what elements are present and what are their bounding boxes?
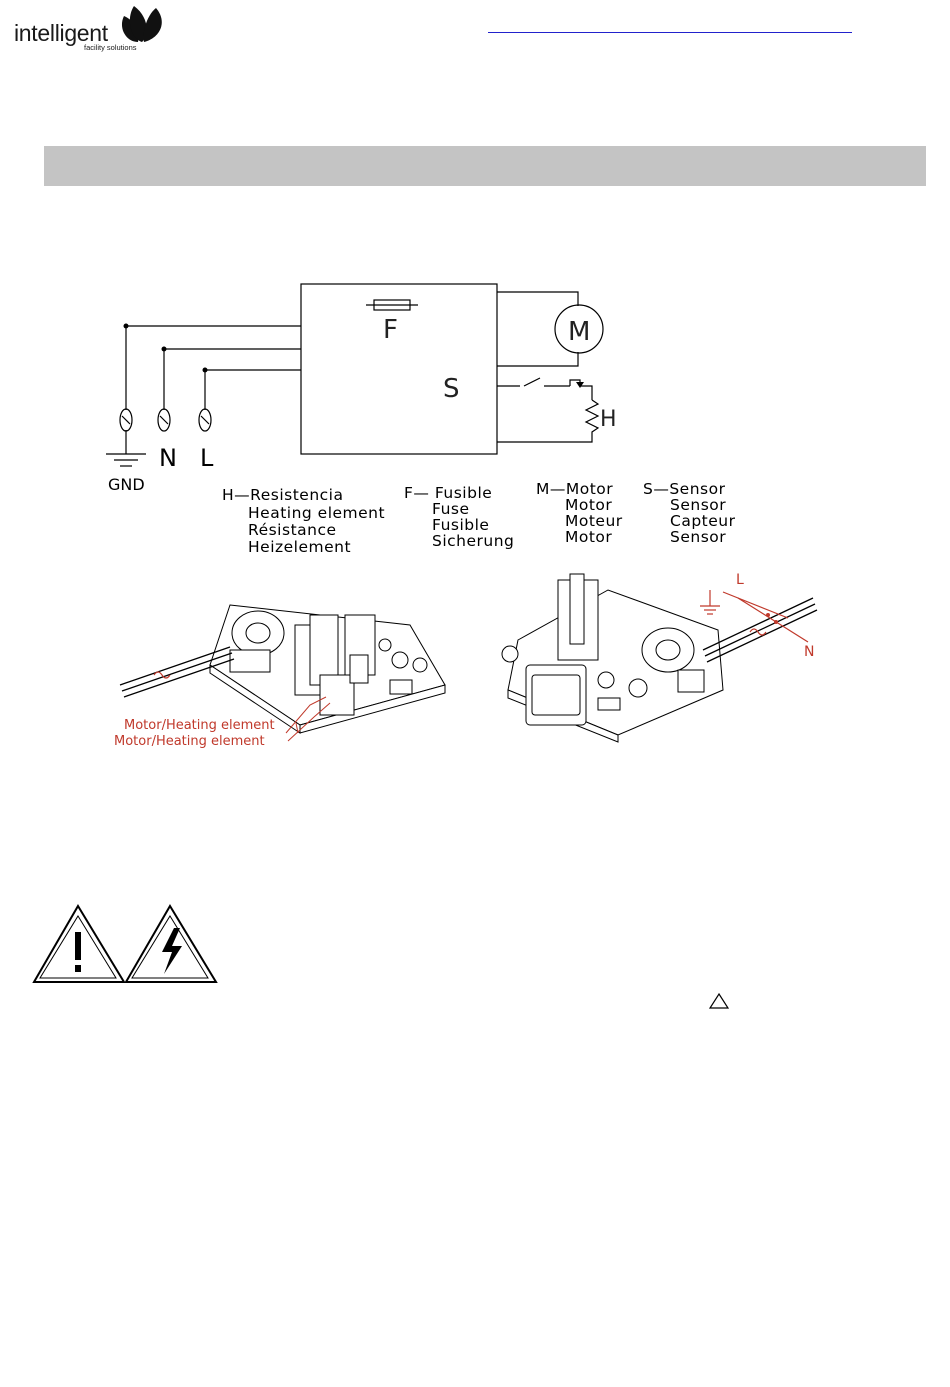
pcb-right-illustration <box>488 570 828 750</box>
legend-f-1: F— Fusible <box>404 484 493 502</box>
legend-h-1: H—Resistencia <box>222 486 344 504</box>
legend-f-3: Fusible <box>432 516 490 534</box>
terminal-gnd-label: GND <box>108 475 145 494</box>
terminal-l-label: L <box>200 444 214 472</box>
logo-tagline: facility solutions <box>84 43 137 52</box>
logo-wordmark: intelligent <box>14 20 108 46</box>
legend-s-1: S—Sensor <box>643 480 726 498</box>
high-voltage-icon <box>126 906 216 982</box>
section-header-bar <box>44 146 926 186</box>
leaf-logo-icon <box>116 4 172 44</box>
legend-s-4: Sensor <box>670 528 727 546</box>
legend-s-2: Sensor <box>670 496 727 514</box>
legend-m-2: Motor <box>565 496 613 514</box>
legend-f-2: Fuse <box>432 500 470 518</box>
pcb-left-illustration <box>110 585 450 755</box>
header-link-underline[interactable] <box>488 32 852 33</box>
right-board-label-n: N <box>804 644 815 660</box>
legend-h-4: Heizelement <box>248 538 352 556</box>
right-board-label-l: L <box>736 572 744 588</box>
legend-h-3: Résistance <box>248 521 337 539</box>
sensor-label: S <box>443 374 460 404</box>
legend-m-1: M—Motor <box>536 480 614 498</box>
left-board-label-1: Motor/Heating element <box>124 718 275 733</box>
legend-f-4: Sicherung <box>432 532 515 550</box>
fuse-label: F <box>383 315 398 345</box>
warning-triangle-icon <box>34 906 124 982</box>
left-board-label-2: Motor/Heating element <box>114 734 265 749</box>
company-logo <box>14 4 164 52</box>
legend-m-3: Moteur <box>565 512 623 530</box>
legend-m-4: Motor <box>565 528 613 546</box>
heater-resistor <box>586 400 598 440</box>
terminal-n-label: N <box>159 444 177 472</box>
legend-h-2: Heating element <box>248 504 386 522</box>
warning-icons <box>32 902 218 986</box>
motor-label: M <box>568 317 591 347</box>
small-triangle-icon <box>709 993 729 1009</box>
heater-label: H <box>600 407 617 432</box>
wiring-diagram <box>100 270 760 560</box>
legend-s-3: Capteur <box>670 512 736 530</box>
